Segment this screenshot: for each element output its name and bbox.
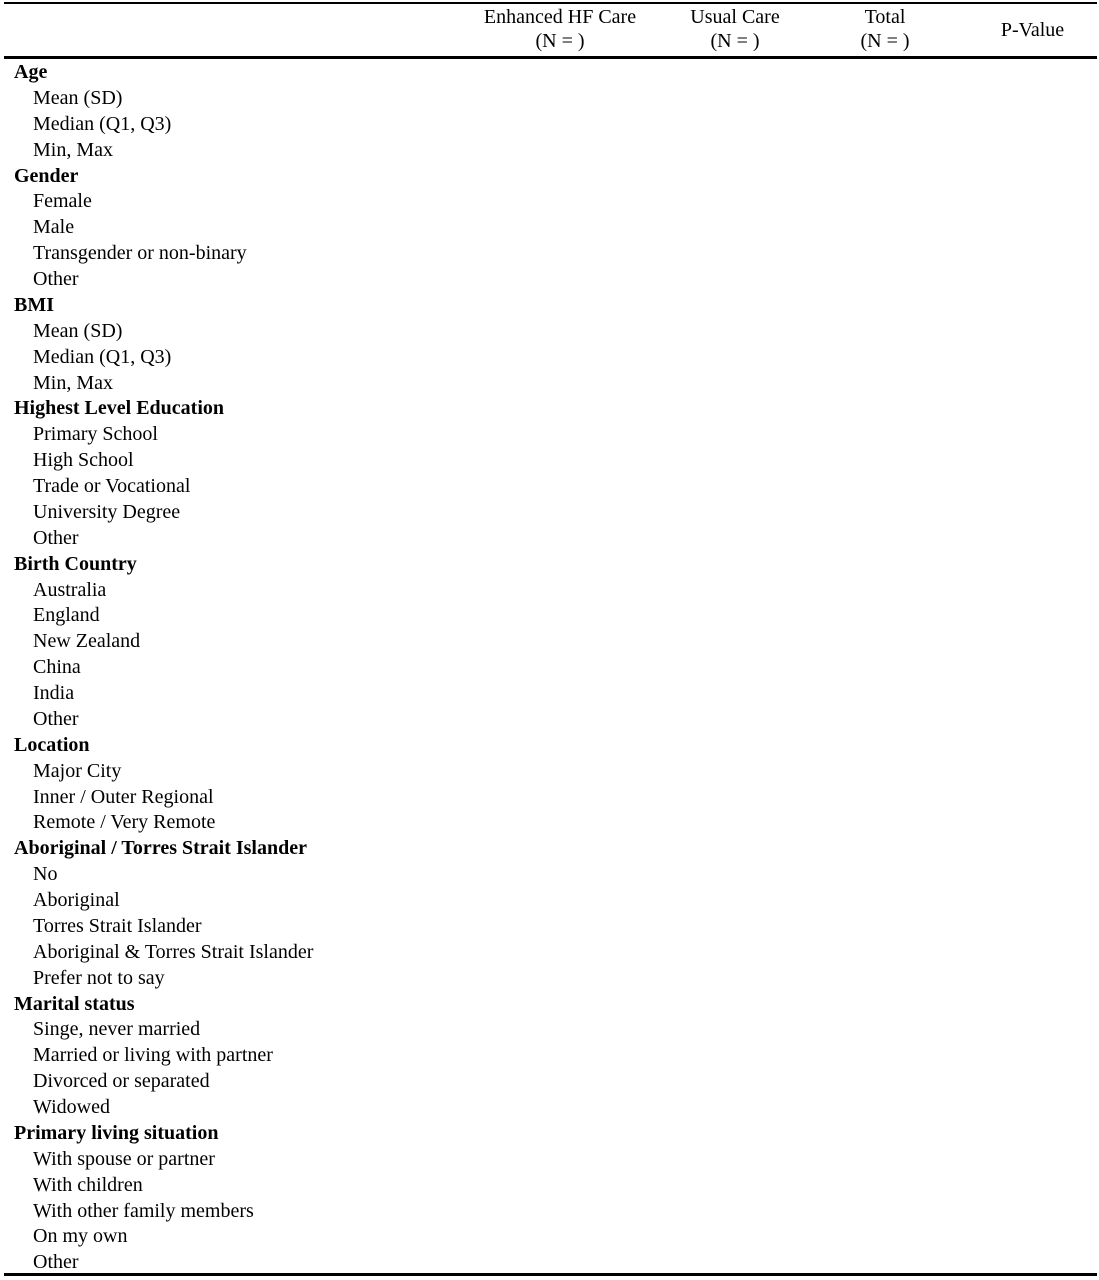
table-row: Married or living with partner — [33, 1044, 273, 1067]
table-row: Transgender or non-binary — [33, 242, 247, 265]
table-row: University Degree — [33, 500, 181, 523]
section-heading: Highest Level Education — [14, 397, 225, 420]
column-header-total — [820, 5, 950, 53]
section-heading: BMI — [14, 293, 54, 316]
table-row: Major City — [33, 759, 122, 782]
table-row: China — [33, 656, 81, 679]
table-row: Other — [33, 707, 79, 730]
column-header-label: Enhanced HF Care — [483, 6, 637, 28]
table-row: Other — [33, 526, 79, 549]
column-header-label: P-Value — [1000, 19, 1065, 41]
column-header-p-value — [965, 18, 1099, 42]
table-bottom-rule — [4, 1273, 1097, 1276]
column-header-label: Usual Care — [690, 6, 780, 28]
table-row: Aboriginal — [33, 889, 120, 911]
section-heading: Gender — [14, 164, 79, 187]
table-row: Min, Max — [33, 371, 113, 394]
table-row: Prefer not to say — [33, 966, 165, 989]
table-row: Mean (SD) — [33, 319, 123, 342]
table-row: Aboriginal & Torres Strait Islander — [33, 940, 314, 963]
table-row: Primary School — [33, 423, 158, 446]
section-heading: Primary living situation — [14, 1121, 219, 1144]
table-row: Trade or Vocational — [33, 475, 191, 497]
table-body — [0, 60, 1099, 1276]
section-heading: Location — [14, 733, 90, 756]
table-row: Female — [33, 190, 92, 213]
column-header-n: (N = ) — [710, 30, 760, 52]
table-row: Mean (SD) — [33, 86, 123, 109]
table-row: Singe, never married — [33, 1018, 201, 1041]
section-heading: Birth Country — [14, 552, 137, 575]
section-heading: Aboriginal / Torres Strait Islander — [14, 837, 307, 860]
table-top-rule — [4, 2, 1097, 4]
table-row: Other — [33, 268, 79, 290]
table-row: England — [33, 604, 100, 627]
column-header-n: (N = ) — [860, 30, 910, 52]
table-row: With other family members — [33, 1199, 254, 1222]
table-row: Widowed — [33, 1096, 110, 1118]
table-row: Min, Max — [33, 138, 113, 161]
header-bottom-rule — [4, 56, 1097, 59]
table-row: India — [33, 682, 75, 704]
table-row: On my own — [33, 1225, 128, 1248]
table-row: Inner / Outer Regional — [33, 785, 214, 808]
table-row: Australia — [33, 578, 107, 601]
column-header-n: (N = ) — [535, 30, 585, 52]
table-row: With spouse or partner — [33, 1147, 215, 1170]
table-row: Male — [33, 216, 75, 239]
table-row: Divorced or separated — [33, 1070, 210, 1093]
table-row: Torres Strait Islander — [33, 914, 202, 937]
table-row: No — [33, 863, 58, 886]
column-header-usual-care — [660, 5, 810, 53]
section-heading: Marital status — [14, 992, 135, 1015]
table-row: With children — [33, 1173, 143, 1196]
table-row: Remote / Very Remote — [33, 811, 216, 834]
table-row: New Zealand — [33, 630, 141, 653]
table-row: High School — [33, 449, 134, 472]
column-header-enhanced-hf-care — [465, 5, 655, 53]
table-row: Median (Q1, Q3) — [33, 112, 172, 135]
section-heading: Age — [14, 61, 48, 83]
table-row: Median (Q1, Q3) — [33, 345, 172, 368]
table-row: Other — [33, 1251, 79, 1274]
column-header-label: Total — [864, 6, 906, 28]
